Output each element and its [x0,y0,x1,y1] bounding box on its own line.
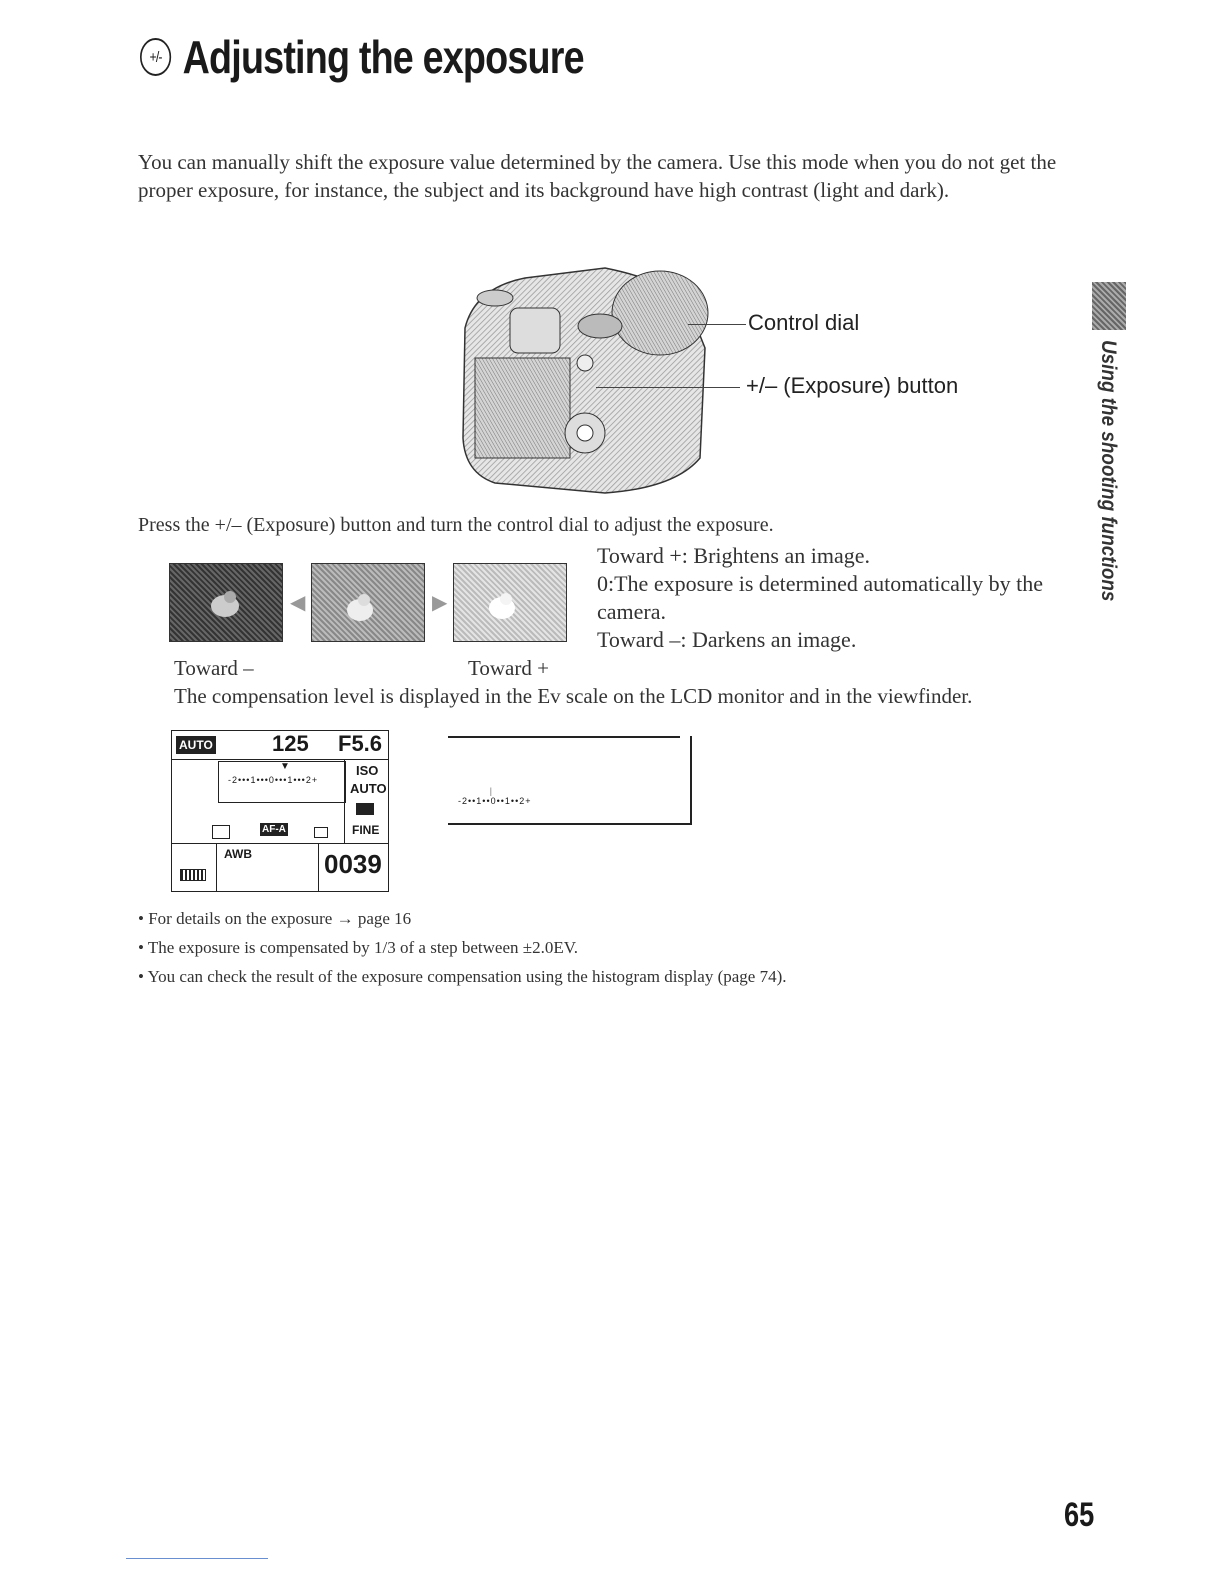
lcd-wb-divider [216,843,217,891]
lcd-bottom-divider [172,843,388,844]
note-zero: 0:The exposure is determined automatically by the camera. [597,571,1043,624]
arrow-left-icon: ◀ [290,592,306,614]
note-item: • You can check the result of the exposure compensation using the histogram display (page 74). [138,962,787,991]
note-item: • The exposure is compensated by 1/3 of a step between ±2.0EV. [138,933,787,962]
lcd-aperture: F5.6 [338,731,383,756]
viewfinder-display [448,736,692,824]
vf-right-line [690,736,692,824]
photo-darker [169,563,283,642]
note-plus: Toward +: Brightens an image. [597,543,870,568]
page-number: 65 [1064,1496,1095,1534]
lcd-count-divider [318,843,319,891]
note-minus: Toward –: Darkens an image. [597,627,857,652]
lcd-focus-mode: AF-A [262,824,286,835]
vf-ev-pointer-icon: | [490,786,492,796]
lcd-ev-pointer-icon: ▼ [280,761,290,772]
vf-top-line [448,736,680,738]
compensation-text: The compensation level is displayed in the Ev scale on the LCD monitor and in the viewfinder. [174,684,973,708]
page-title-text: Adjusting the exposure [182,31,584,83]
vf-bottom-line [448,823,692,825]
section-tab-marker [1092,282,1126,330]
lcd-right-divider [344,759,345,843]
lcd-image-size-icon [356,803,374,815]
callout-leader-dial [688,324,746,325]
lcd-iso-value: AUTO [350,781,387,796]
lcd-shot-count: 0039 [324,849,382,879]
callout-exposure-button: +/– (Exposure) button [746,373,959,398]
label-toward-minus: Toward – [174,656,254,680]
footer-rule [126,1558,268,1559]
lcd-ev-scale: -2•••1•••0•••1•••2+ [228,775,319,785]
lcd-mode-badge: AUTO [176,736,216,754]
camera-illustration [455,258,717,498]
notes-list [138,904,787,991]
lcd-shutter: 125 [272,731,309,756]
lcd-drive-icon [314,827,328,838]
lcd-metering-icon [212,825,230,839]
photo-brighter [453,563,567,642]
lcd-iso-label: ISO [356,763,379,778]
intro-paragraph: You can manually shift the exposure value determined by the camera. Use this mode when you do not get the proper exposure, for instance, the subject and its background have high contrast (light and dark). [138,150,1057,202]
callout-control-dial: Control dial [748,310,860,335]
arrow-right-icon: ▶ [432,592,448,614]
lcd-divider [172,759,388,760]
press-instruction: Press the +/– (Exposure) button and turn the control dial to adjust the exposure. [138,514,774,536]
page-title [140,30,584,84]
lcd-wb: AWB [224,847,252,861]
exposure-icon: +/- [140,38,171,76]
section-label: Using the shooting functions [1097,340,1120,602]
label-toward-plus: Toward + [468,656,549,680]
callout-leader-button [596,387,740,388]
lcd-battery-icon [180,869,206,881]
photo-normal [311,563,425,642]
lcd-monitor-display [171,730,389,892]
vf-ev-scale: -2••1••0••1••2+ [458,796,532,806]
lcd-quality: FINE [352,823,380,837]
toward-notes [597,542,1067,654]
note-item: • For details on the exposure → page 16 [138,904,787,933]
